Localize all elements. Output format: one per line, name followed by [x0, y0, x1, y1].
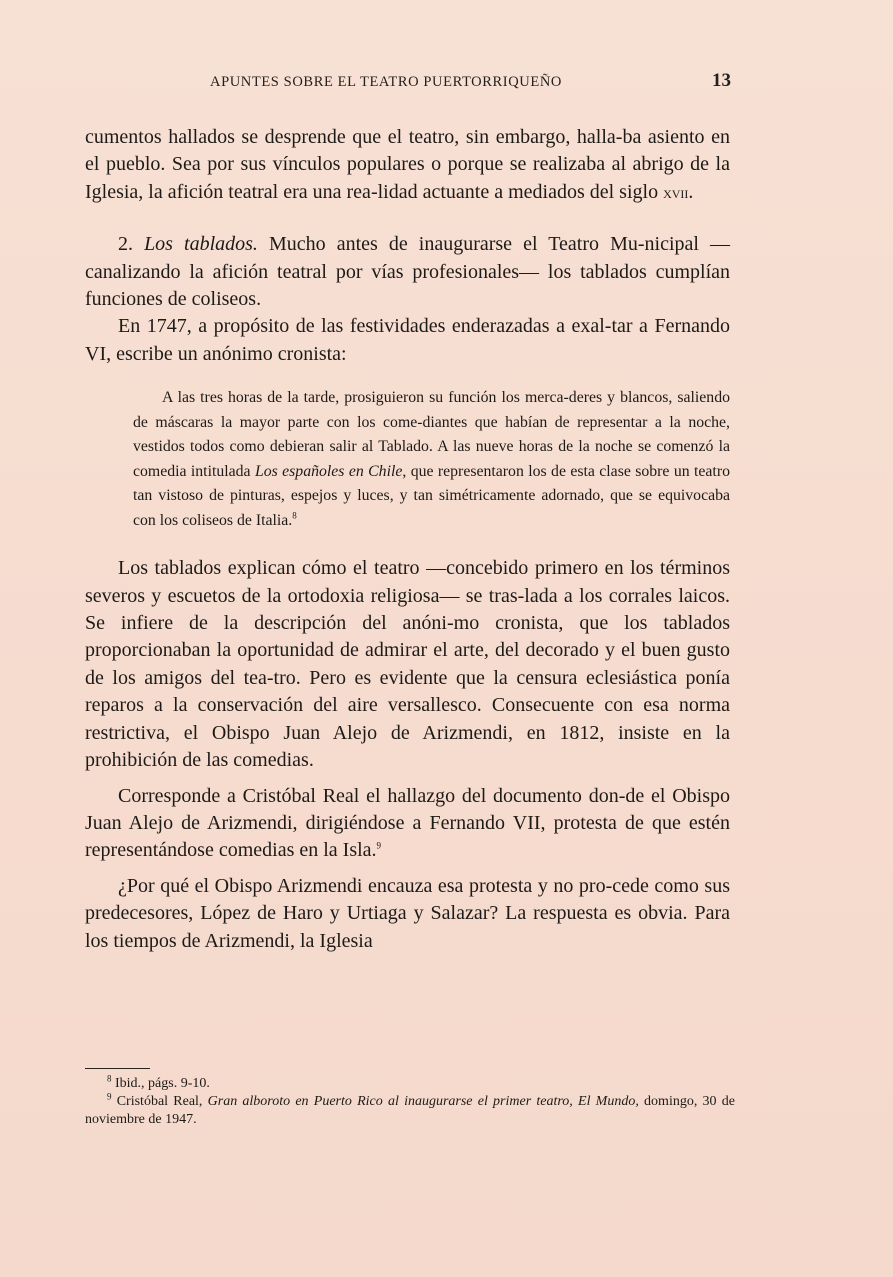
footnote-ref-8[interactable]: 8: [292, 510, 297, 521]
paragraph-continuation: [85, 124, 730, 206]
quote-text-end: , que representaron los de esta clase sobre un teatro tan vistoso de pinturas, espejos y luces, y tan simétricamente adornado, que se equivocaba con los coliseos de Italia.: [133, 462, 730, 529]
quote-text: A las tres horas de la tarde, prosiguieron su función los merca-deres y blancos, saliendo de máscaras la mayor parte con los come-diantes que habían de representar a la noche, vestidos todos como debieran salir al Tablado. A las nueve horas de la noche se comenzó la comedia intitulada: [133, 389, 730, 480]
running-header: APUNTES SOBRE EL TEATRO PUERTORRIQUEÑO: [210, 74, 562, 90]
paragraph-tablados: Los tablados explican cómo el teatro —concebido primero en los términos severos y escuetos de la ortodoxia religiosa— se tras-lada a los corrales laicos. Se infiere de la descripción del anóni-mo cronista, que los tablados proporcionaban la oportunidad de admirar el arte, del decorado y el buen gusto de los amigos del tea-tro. Pero es evidente que la censura eclesiástica ponía reparos a la conservación del aire versallesco. Consecuente con esa norma restrictiva, el Obispo Juan Alejo de Arizmendi, en 1812, insiste en la prohibición de las comedias.: [85, 557, 730, 772]
paragraph-1747: En 1747, a propósito de las festividades enderazadas a exal-tar a Fernando VI, escribe un anónimo cronista:: [85, 315, 730, 365]
paragraph-arizmendi: ¿Por qué el Obispo Arizmendi encauza esa protesta y no pro-cede como sus predecesores, López de Haro y Urtiaga y Salazar? La respuesta es obvia. Para los tiempos de Arizmendi, la Iglesia: [85, 874, 730, 952]
footnote-8: [85, 1075, 735, 1093]
century-numeral: xvii: [663, 182, 689, 202]
footnote-text: Cristóbal Real,: [111, 1094, 208, 1109]
paragraph-cristobal-real: [85, 783, 730, 865]
play-title: Los españoles en Chile: [254, 462, 403, 480]
paragraph-text: Corresponde a Cristóbal Real el hallazgo del documento don-de el Obispo Juan Alejo de Arizmendi, dirigiéndose a Fernando VII, protesta de que estén representándose comedias en la Isla.: [85, 784, 730, 862]
main-text: [85, 124, 730, 955]
footnote-divider: [85, 1068, 150, 1069]
footnote-9: [85, 1093, 735, 1129]
paragraph-text: cumentos hallados se desprende que el teatro, sin embargo, halla-ba asiento en el pueblo. Sea por sus vínculos populares o porque se realizaba al abrigo de la Iglesia, la afición teatral era una rea-lidad actuante a mediados del siglo: [85, 126, 730, 203]
footnotes: [85, 1075, 735, 1129]
article-title: Gran alboroto en Puerto Rico al inaugurarse el primer teatro, El Mundo,: [207, 1094, 639, 1109]
footnote-text-end: domingo, 30 de noviembre de 1947.: [85, 1094, 735, 1127]
block-quote: [133, 386, 730, 533]
footnote-text: Ibid., págs. 9-10.: [111, 1076, 210, 1091]
section-2-paragraph: [85, 231, 730, 313]
paragraph-period: .: [688, 180, 694, 203]
footnote-mark: 9: [107, 1091, 112, 1102]
paragraph-text: Mucho antes de inaugurarse el Teatro Mu-nicipal —canalizando la afición teatral por vías profesionales— los tablados cumplían funciones de coliseos.: [85, 233, 730, 311]
page-number: 13: [712, 70, 731, 91]
footnote-ref-9[interactable]: 9: [376, 840, 382, 851]
footnote-mark: 8: [107, 1073, 112, 1084]
section-number: 2.: [118, 233, 145, 256]
section-title: Los tablados.: [144, 233, 258, 256]
